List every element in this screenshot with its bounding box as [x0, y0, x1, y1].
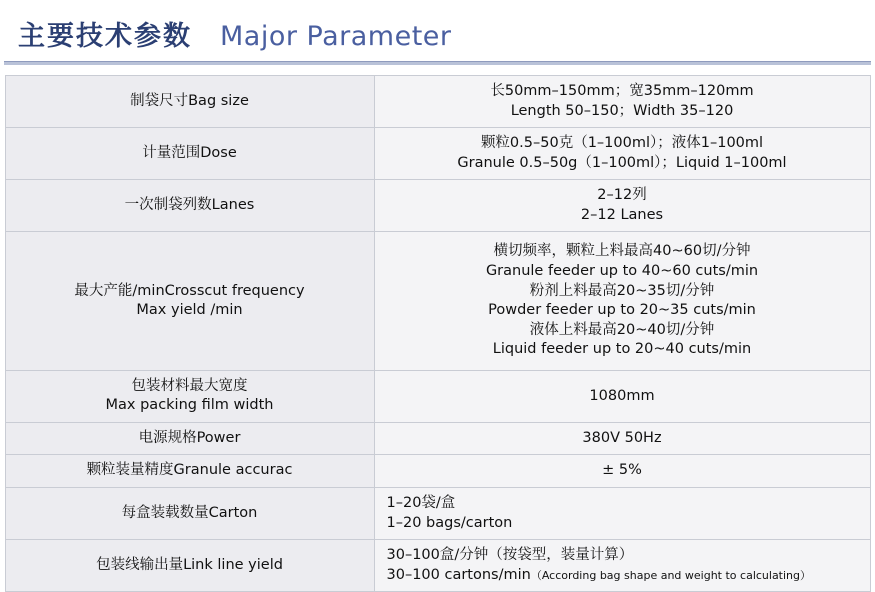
value-line: 长50mm–150mm；宽35mm–120mm — [490, 83, 754, 99]
value-line: ± 5% — [602, 462, 642, 479]
label-line: Max packing film width — [105, 397, 274, 414]
value-line: 1080mm — [589, 387, 655, 404]
row-label-power — [5, 422, 374, 455]
table-row — [5, 540, 870, 592]
page-title-cn: 主要技术参数 — [18, 21, 192, 52]
label-line: 一次制袋列数Lanes — [124, 197, 255, 214]
row-label-lanes — [5, 180, 374, 232]
value-line: Length 50–150；Width 35–120 — [510, 102, 734, 119]
value-line: 横切频率，颗粒上料最高40~60切/分钟 — [493, 243, 751, 260]
value-line: 2–12 Lanes — [580, 206, 664, 223]
page-header — [0, 0, 875, 53]
header-divider — [4, 61, 871, 65]
label-line: 计量范围Dose — [142, 144, 237, 161]
label-line: 制袋尺寸Bag size — [130, 92, 249, 109]
row-value-carton — [374, 488, 870, 540]
row-value-lanes — [374, 180, 870, 232]
row-value-bag-size — [374, 76, 870, 128]
row-label-film-width — [5, 370, 374, 422]
row-label-dose — [5, 128, 374, 180]
value-note: （According bag shape and weight to calculating） — [530, 568, 812, 582]
table-row — [5, 455, 870, 488]
table-row — [5, 232, 870, 370]
table-row — [5, 422, 870, 455]
table-body — [5, 76, 870, 592]
table-row — [5, 128, 870, 180]
label-line: 每盒装载数量Carton — [121, 504, 258, 521]
table-row — [5, 180, 870, 232]
label-line: 包装材料最大宽度 — [131, 377, 248, 394]
row-value-dose — [374, 128, 870, 180]
row-label-granule-accuracy — [5, 455, 374, 488]
row-label-bag-size — [5, 76, 374, 128]
row-value-film-width — [374, 370, 870, 422]
value-line: 30–100盒/分钟（按袋型，装量计算） — [386, 547, 634, 564]
value-line: 颗粒0.5–50克（1–100ml）；液体1–100ml — [480, 135, 764, 152]
row-value-power — [374, 422, 870, 455]
row-value-link-line-yield — [374, 540, 870, 592]
value-line: Powder feeder up to 20~35 cuts/min — [488, 302, 756, 319]
value-line: 380V 50Hz — [582, 429, 662, 446]
page-title-en: Major Parameter — [220, 21, 452, 52]
value-line: 2–12列 — [597, 187, 647, 204]
row-label-carton — [5, 488, 374, 540]
label-line: Max yield /min — [136, 302, 243, 319]
value-line: 液体上料最高20~40切/分钟 — [529, 321, 715, 338]
value-line: Liquid feeder up to 20~40 cuts/min — [492, 341, 752, 358]
label-line: 颗粒装量精度Granule accurac — [86, 462, 293, 479]
row-value-max-yield — [374, 232, 870, 370]
value-line: 30–100 cartons/min — [386, 566, 531, 583]
value-line-with-note — [387, 566, 858, 586]
specification-table — [5, 75, 871, 592]
table-row — [5, 76, 870, 128]
label-line: 最大产能/minCrosscut frequency — [74, 282, 305, 299]
row-label-max-yield — [5, 232, 374, 370]
value-line: 粉剂上料最高20~35切/分钟 — [529, 282, 715, 299]
table-row — [5, 488, 870, 540]
label-line: 包装线输出量Link line yield — [96, 556, 283, 573]
row-label-link-line-yield — [5, 540, 374, 592]
value-line: Granule 0.5–50g（1–100ml）；Liquid 1–100ml — [457, 154, 787, 171]
value-line: 1–20袋/盒 — [386, 495, 456, 511]
label-line: 电源规格Power — [138, 429, 241, 446]
row-value-granule-accuracy — [374, 455, 870, 488]
value-line: Granule feeder up to 40~60 cuts/min — [485, 262, 759, 279]
table-row — [5, 370, 870, 422]
value-line: 1–20 bags/carton — [386, 514, 513, 531]
